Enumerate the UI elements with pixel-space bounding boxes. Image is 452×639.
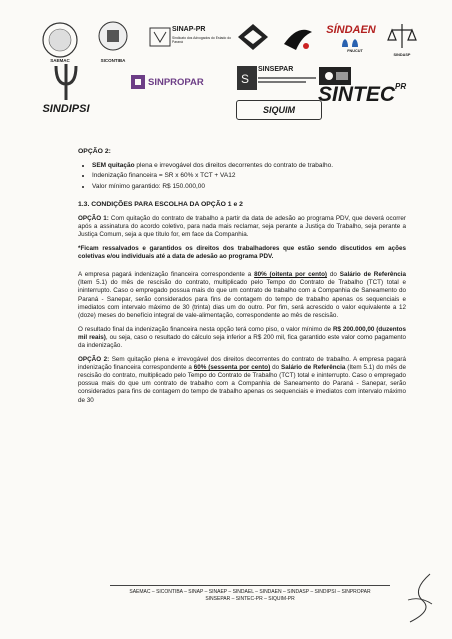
sicontiba-label: SICONTIBA: [100, 57, 126, 63]
sintec-label: SINTEC PR: [318, 82, 407, 106]
section-heading: 1.3. CONDIÇÕES PARA ESCOLHA DA OPÇÃO 1 e 2: [78, 200, 243, 208]
sindael-logo: [280, 22, 316, 54]
sicontiba-logo: [96, 20, 130, 56]
saemac-label: SAEMAC: [50, 57, 70, 63]
svg-text:S: S: [241, 72, 250, 86]
sinap-name: SINAP-PR: [172, 25, 206, 33]
sindipsi-label: SINDIPSI: [42, 103, 90, 115]
saemac-logo: [40, 20, 80, 60]
opcao1-minimum-paragraph: O resultado final da indenização financeira nesta opção terá como piso, o valor mínimo de R$ 200.000,00 (duzentos mil reais), ou seja, caso o resultado do cálculo seja inferior a R$ 200 mil, fica garantido este valor como pagamento da indenização.: [78, 325, 407, 350]
footer-union-list: [110, 585, 390, 603]
sinap-description: Sindicato dos Advogados do Estado do Paraná: [172, 36, 232, 44]
signature-mark: [400, 570, 440, 630]
footer-line-1: SAEMAC – SICONTIBA – SINAP – SINAEP – SINDAEL – SINDAEN – SINDASP – SINDIPSI – SINPROPAR: [129, 589, 371, 595]
document-body: [78, 148, 406, 411]
opcao2-summary-list: [78, 162, 406, 191]
sinpropar-emblem: [130, 74, 146, 90]
opcao1-payment-paragraph: A empresa pagará indenização financeira correspondente a 80% (oitenta por cento) do Salário de Referência (Item 5.1) do mês de rescisão do contrato, multiplicado pelo Tempo do Contrato de Trabalho (TCT) total e ininterrupto. Caso o empregado possua mais do que um contrato de trabalho com a Companhia de Saneamento do Paraná - Sanepar, serão considerados para fins de contagem do tempo de trabalho apenas os sequenciais e imediatos com intervalo máximo de 30 (trinta) dias um do outro. Por fim, será acrescido o valor equivalente a 12 (doze) meses do benefício integral de vale-alimentação, correspondente ao mês de rescisão.: [78, 271, 406, 319]
list-item: • Indenização financeira = SR x 60% x TCT + VA12: [92, 172, 406, 180]
sinap-emblem: [148, 26, 172, 48]
sindaen-drops: [336, 38, 376, 48]
ressalva-paragraph: *Ficam ressalvados e garantidos os direitos dos trabalhadores que estão sendo discutidos em ações coletivas e/ou individuais até a data de adesão ao programa PDV.: [78, 245, 406, 261]
union-logos-header: [40, 18, 420, 128]
sindasp-label: SINDASP: [393, 53, 411, 57]
sindaen-name: SÍNDAEN: [326, 24, 376, 36]
list-item: • SEM quitação plena e irrevogável dos direitos decorrentes do contrato de trabalho.: [92, 162, 406, 170]
sindasp-logo: [386, 22, 418, 54]
sindipsi-psi-icon: [52, 62, 80, 102]
sindaen-sub: FNUCUT: [347, 49, 363, 53]
sinaep-logo: [236, 22, 270, 52]
opcao1-paragraph: OPÇÃO 1: Com quitação do contrato de trabalho a partir da data de adesão ao programa PDV, que deverá ocorrer após a assinatura do acordo coletivo, para nada mais reclamar, seja perante a Justiça do Trabalho, seja perante a Justiça Comum, seja a que título for, em face da Companhia.: [78, 214, 406, 238]
sinsepar-label: SINSEPAR: [258, 65, 294, 73]
sinsepar-emblem: [236, 64, 258, 92]
siquim-logo: SIQUIM: [236, 100, 322, 120]
sinsepar-caption-bar: [258, 76, 318, 86]
opcao2-summary-title: OPÇÃO 2:: [78, 148, 111, 155]
footer-line-2: SINSEPAR – SINTEC-PR – SIQUIM-PR: [205, 596, 295, 602]
sinpropar-label: SINPROPAR: [148, 76, 204, 88]
opcao2-paragraph: OPÇÃO 2: Sem quitação plena e irrevogável dos direitos decorrentes do contrato de trabalho. A empresa pagará indenização financeira correspondente a 60% (sessenta por cento) do Salário de Referência (Item 5.1) do mês de rescisão do contrato, multiplicado pelo Tempo do Contrato de Trabalho (TCT) total e ininterrupto. Caso o empregado possua mais do que um contrato de trabalho com a Companhia de Saneamento do Paraná - Sanepar, serão considerados para fins de contagem do tempo de trabalho apenas os sequenciais e imediatos com intervalo máximo de 30: [78, 356, 406, 404]
list-item: • Valor mínimo garantido: R$ 150.000,00: [92, 183, 406, 191]
